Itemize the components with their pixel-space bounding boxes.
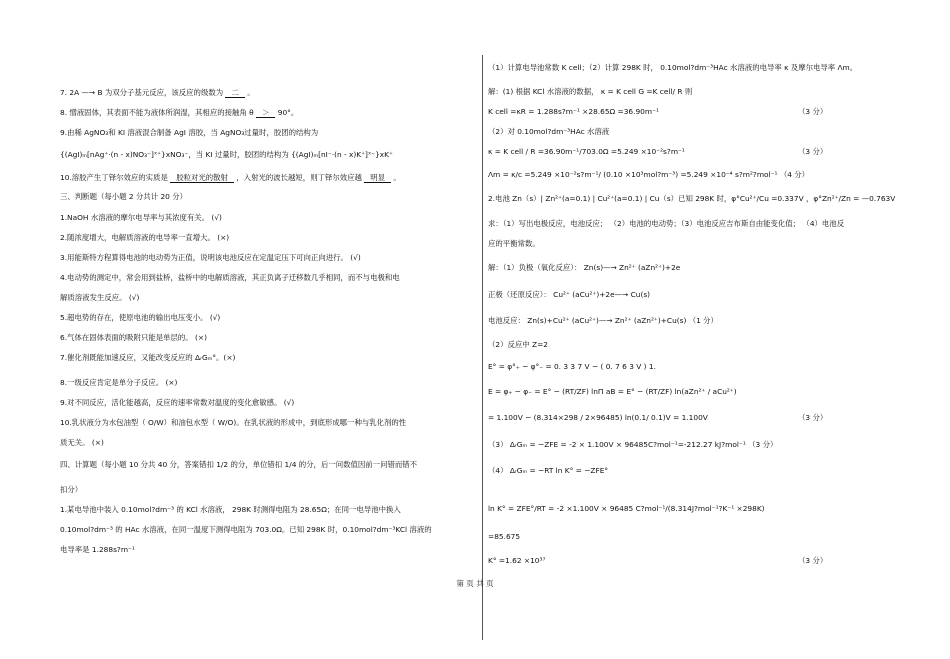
line-text: K cell =κR = 1.288s?m⁻¹ ×28.65Ω =36.90m⁻¹ <box>488 107 659 116</box>
score-label: （3 分） <box>798 147 828 156</box>
line-text: ln K° = ZFE°/RT = -2 ×1.100V × 96485 C?mol⁻¹/(8.314J?mol⁻¹?K⁻¹ ×298K) <box>488 504 765 513</box>
line-text: （2）对 0.10mol?dm⁻³HAc 水溶液 <box>488 127 610 136</box>
line-text: κ = K cell / R =36.90m⁻¹/703.0Ω =5.249 ×10⁻²s?m⁻¹ <box>488 147 685 156</box>
left-line <box>60 233 229 243</box>
right-line <box>488 239 540 249</box>
line-text: 5.超电势的存在，使原电池的输出电压变小。 (√) <box>60 313 221 322</box>
right-line <box>488 413 708 423</box>
answer-blank: 胶粒对光的散射 <box>170 173 234 183</box>
left-line <box>60 353 235 363</box>
left-line <box>60 438 104 448</box>
line-text: 6.气体在固体表面的吸附只能是单层的。 (×) <box>60 333 208 342</box>
right-line <box>488 504 765 514</box>
line-text: 10.溶胶产生丁铎尔效应的实质是 <box>60 173 171 182</box>
line-text: 2.随浓度增大，电解质溶液的电导率一直增大。 (×) <box>60 233 230 242</box>
left-line <box>60 88 255 98</box>
line-text: 8. 憎液固体，其表面不能为液体所润湿，其相应的接触角 θ <box>60 108 256 117</box>
right-line <box>488 362 656 372</box>
line-text: 10.乳状液分为水包油型（ O/W）和油包水型（ W/O)。在乳状液的形成中，到底形成哪一种与乳化剂的性 <box>60 418 407 427</box>
right-line <box>488 263 680 273</box>
line-text: （2）反应中 Z=2 <box>488 340 548 349</box>
left-line <box>60 128 318 138</box>
line-text: 1.某电导池中装入 0.10mol?dm⁻³ 的 KCl 水溶液， 298K 时测得电阻为 28.65Ω；在同一电导池中换入 <box>60 505 401 514</box>
right-line <box>488 219 844 229</box>
right-line <box>488 87 692 97</box>
left-line <box>60 293 139 303</box>
left-line <box>60 418 406 428</box>
line-text: ，入射光的波长越短，则丁铎尔效应越 <box>233 173 365 182</box>
line-text: 2.电池 Zn（s）| Zn²⁺(a=0.1) | Cu²⁺(a=0.1) | Cu（s）已知 298K 时，φ°Cu²⁺/Cu =0.337V ，φ°Zn²⁺/Zn = —0.763V <box>488 194 896 203</box>
right-line <box>488 532 520 542</box>
left-line <box>60 460 417 470</box>
line-text: 四、计算题（每小题 10 分共 40 分，答案错扣 1/2 的分，单位错扣 1/4 的分，后一问数值因前一问错而错不 <box>60 460 418 469</box>
line-text: （3） ΔᵣGₘ = −ZFE = -2 × 1.100V × 96485C?mol⁻¹=-212.27 kJ?mol⁻¹ （3 分） <box>488 440 778 449</box>
line-text: （4） ΔᵣGₘ = −RT ln K° = −ZFE° <box>488 466 609 475</box>
left-line <box>60 333 207 343</box>
line-text: 3.用能斯特方程算得电池的电动势为正值，说明该电池反应在定温定压下可向正向进行。 (√) <box>60 253 361 262</box>
left-line <box>60 213 222 223</box>
left-line <box>60 273 400 283</box>
line-text: 三、判断题（每小题 2 分共计 20 分） <box>60 192 187 201</box>
line-text: 0.10mol?dm⁻³ 的 HAc 水溶液，在同一温度下测得电阻为 703.0Ω。已知 298K 时，0.10mol?dm⁻³KCl 溶液的 <box>60 525 432 534</box>
left-line <box>60 108 298 118</box>
line-text: 9.对不同反应，活化能越高，反应的速率常数对温度的变化愈敏感。 (√) <box>60 398 295 407</box>
line-text: 。 <box>244 88 255 97</box>
line-text: Λm = κ/c =5.249 ×10⁻²s?m⁻¹/ (0.10 ×10³mol?m⁻³) =5.249 ×10⁻⁴ s?m²?mol⁻¹ （4 分） <box>488 170 810 179</box>
score-label: （3 分） <box>798 556 828 565</box>
score-label: （3 分） <box>798 107 828 116</box>
right-line <box>488 127 609 137</box>
line-text: 扣分） <box>60 485 83 494</box>
line-text: 正极（还原反应）： Cu²⁺ (aCu²⁺)+2e—→ Cu(s) <box>488 290 651 299</box>
right-line <box>488 170 809 180</box>
line-text: 应的平衡常数。 <box>488 239 540 248</box>
answer-blank: 明显 <box>364 173 391 183</box>
right-line <box>488 387 737 397</box>
right-line <box>488 290 650 300</box>
left-line <box>60 485 82 495</box>
right-line <box>488 440 777 450</box>
line-text: 。 <box>391 173 401 182</box>
line-text: 解：(1) 根据 KCl 水溶液的数据， κ = K cell G =K cell/ R 则 <box>488 87 693 96</box>
line-text: 8.一级反应肯定是单分子反应。 (×) <box>60 378 178 387</box>
left-line <box>60 253 361 263</box>
answer-blank: 二 <box>225 88 244 98</box>
right-line <box>488 340 548 350</box>
left-line <box>60 505 401 515</box>
left-line <box>60 525 432 535</box>
line-text: {(AgI)ₘ[nAg⁺·(n - x)NO₃⁻]ˣ⁺}xNO₃⁻，当 KI 过量时，胶团的结构为 {(AgI)ₘ[nI⁻·(n - x)K⁺]ˣ⁻}xK⁺ <box>60 150 393 159</box>
right-line <box>488 194 895 204</box>
line-text: E° = φ°₊ − φ°₋ = 0. 3 3 7 V − ( 0. 7 6 3 V ) 1. <box>488 362 656 371</box>
left-line <box>60 313 220 323</box>
line-text: 解质溶液发生反应。 (√) <box>60 293 140 302</box>
line-text: 7.催化剂既能加速反应，又能改变反应的 ΔᵣGₘ°。(×) <box>60 353 236 362</box>
left-line <box>60 173 401 183</box>
right-line <box>488 316 718 326</box>
left-line <box>60 398 294 408</box>
line-text: 9.由稀 AgNO₃和 KI 溶液混合制备 AgI 溶胶，当 AgNO₃过量时，胶团的结构为 <box>60 128 319 137</box>
line-text: 求：（1）写出电极反应，电池反应； （2）电池的电动势；（3）电池反应吉布斯自由能变化值； （4）电池反 <box>488 219 845 228</box>
left-line <box>60 192 187 202</box>
right-line <box>488 107 659 117</box>
line-text: K° =1.62 ×10³⁷ <box>488 556 546 565</box>
left-line <box>60 150 393 160</box>
left-column <box>60 0 460 659</box>
right-column <box>488 0 933 659</box>
line-text: 90°。 <box>275 108 299 117</box>
left-line <box>60 378 177 388</box>
line-text: 电导率是 1.288s?m⁻¹ <box>60 545 135 554</box>
line-text: E = φ₊ − φ₋ = E° − (RT/ZF) lnΠ aB = E° − (RT/ZF) ln(aZn²⁺ / aCu²⁺) <box>488 387 737 396</box>
page-footer: 第 页 共 页 <box>456 579 494 588</box>
right-line <box>488 63 857 73</box>
line-text: 解：（1）负极（氧化反应）： Zn(s)—→ Zn²⁺ (aZn²⁺)+2e <box>488 263 681 272</box>
line-text: 电池反应： Zn(s)+Cu²⁺ (aCu²⁺)—→ Zn²⁺ (aZn²⁺)+Cu(s) （1 分） <box>488 316 718 325</box>
score-label: （3 分） <box>798 413 828 422</box>
right-line <box>488 147 685 157</box>
line-text: =85.675 <box>488 532 521 541</box>
line-text: 7. 2A —→ B 为双分子基元反应，该反应的级数为 <box>60 88 226 97</box>
right-line <box>488 556 545 566</box>
line-text: 1.NaOH 水溶液的摩尔电导率与其浓度有关。 (√) <box>60 213 222 222</box>
left-line <box>60 545 135 555</box>
column-divider <box>482 55 483 640</box>
line-text: = 1.100V − (8.314×298 / 2×96485) ln(0.1/ 0.1)V = 1.100V <box>488 413 708 422</box>
line-text: 4.电动势的测定中，常会用到盐桥，盐桥中的电解质溶液，其正负离子迁移数几乎相同，而不与电极和电 <box>60 273 400 282</box>
line-text: （1）计算电导池常数 K cell；（2）计算 298K 时， 0.10mol?dm⁻³HAc 水溶液的电导率 κ 及摩尔电导率 Λm。 <box>488 63 858 72</box>
answer-blank: ＞ <box>256 108 275 118</box>
right-line <box>488 466 608 476</box>
line-text: 质无关。 (×) <box>60 438 104 447</box>
